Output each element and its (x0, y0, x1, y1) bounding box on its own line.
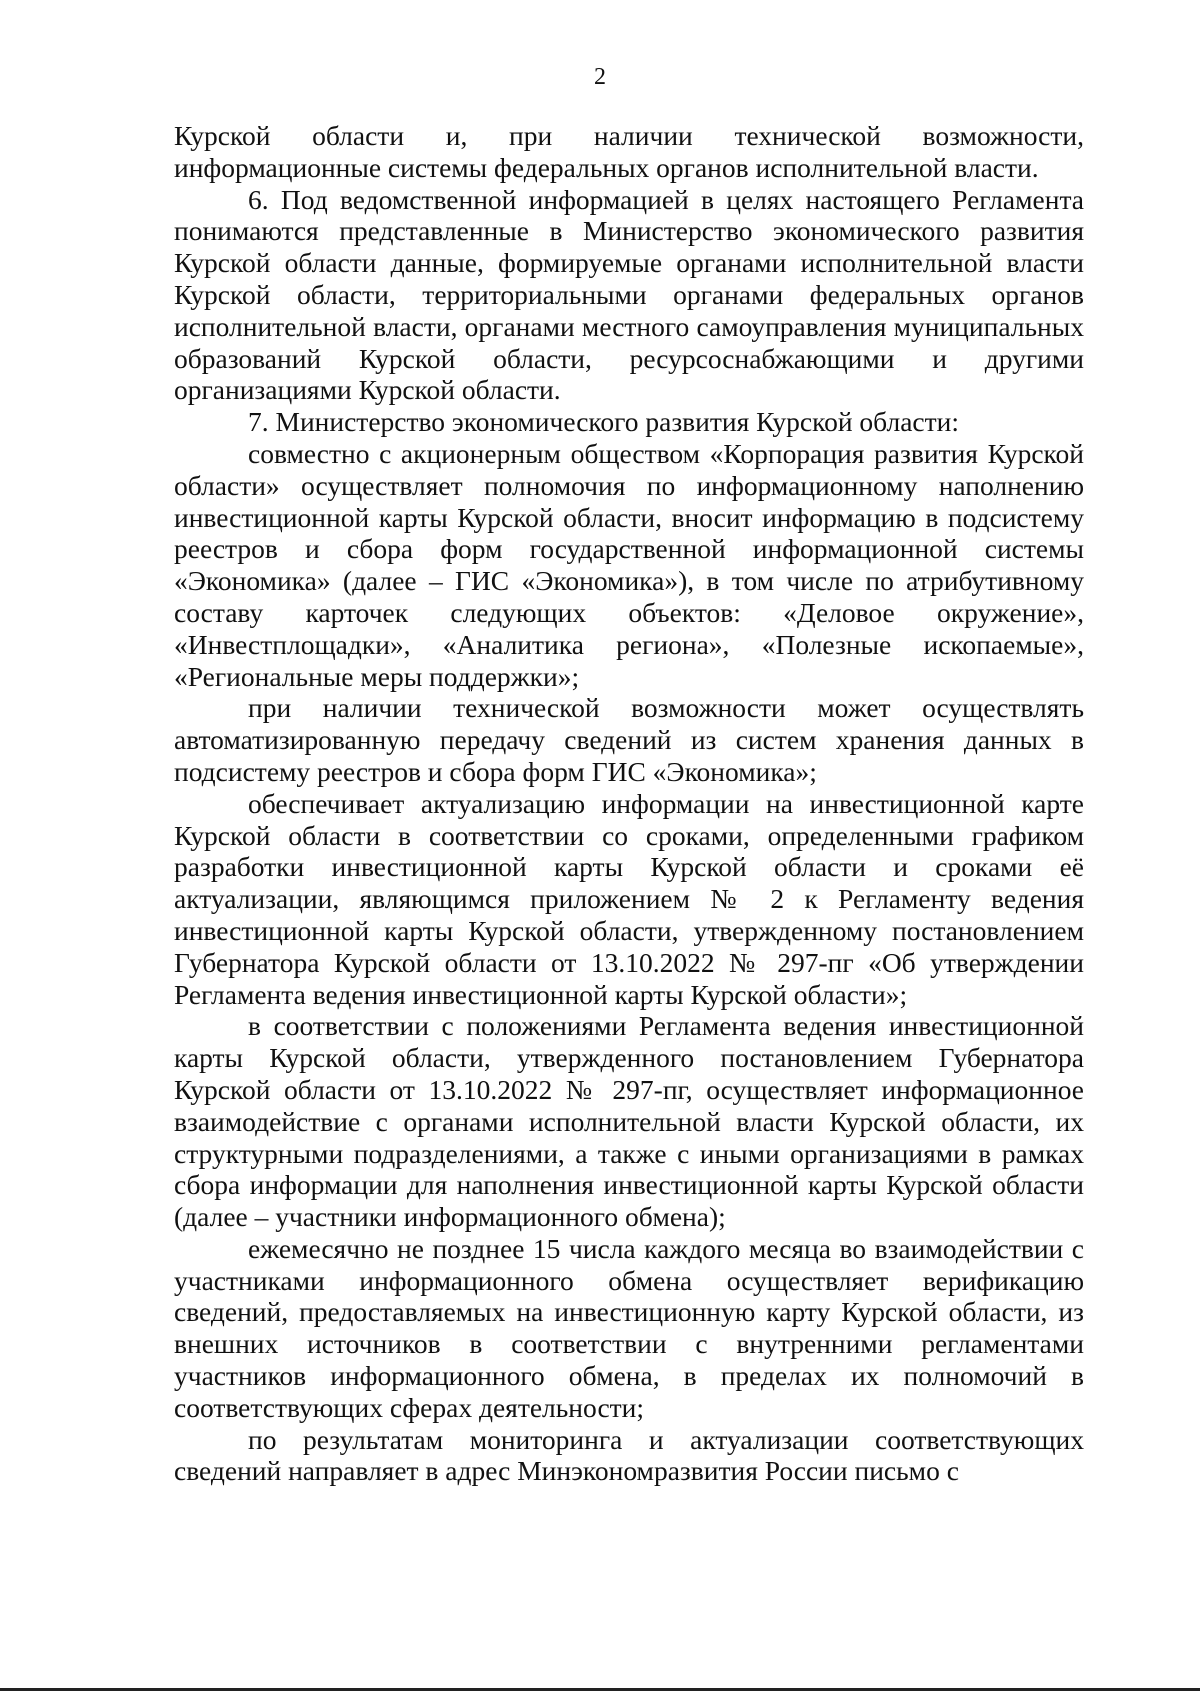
paragraph-subitem: совместно с акционерным обществом «Корпорация развития Курской области» осуществляет полномочия по информационному наполнению инвестиционной карты Курской области, вносит информацию в подсистему реестров и сбора форм государственной информационной системы «Экономика» (далее – ГИС «Экономика»), в том числе по атрибутивному составу карточек следующих объектов: «Деловое окружение», «Инвестплощадки», «Аналитика региона», «Полезные ископаемые», «Региональные меры поддержки»; (174, 437, 1084, 692)
paragraph-subitem: при наличии технической возможности может осуществлять автоматизированную передачу сведений из систем хранения данных в подсистему реестров и сбора форм ГИС «Экономика»; (174, 692, 1084, 787)
paragraph-item-6: 6. Под ведомственной информацией в целях настоящего Регламента понимаются представленные в Министерство экономического развития Курской области данные, формируемые органами исполнительной власти Курской области, территориальными органами федеральных органов исполнительной власти, органами местного самоуправления муниципальных образований Курской области, ресурсоснабжающими и другими организациями Курской области. (174, 183, 1084, 406)
document-body (174, 120, 1084, 1487)
scan-bottom-edge (0, 1688, 1200, 1691)
paragraph-continuation: Курской области и, при наличии технической возможности, информационные системы федеральных органов исполнительной власти. (174, 120, 1084, 183)
page-number: 2 (594, 64, 606, 90)
paragraph-subitem: обеспечивает актуализацию информации на инвестиционной карте Курской области в соответствии со сроками, определенными графиком разработки инвестиционной карты Курской области и сроками её актуализации, являющимся приложением № 2 к Регламенту ведения инвестиционной карты Курской области, утвержденному постановлением Губернатора Курской области от 13.10.2022 № 297-пг «Об утверждении Регламента ведения инвестиционной карты Курской области»; (174, 787, 1084, 1010)
paragraph-subitem: ежемесячно не позднее 15 числа каждого месяца во взаимодействии с участниками информационного обмена осуществляет верификацию сведений, предоставляемых на инвестиционную карту Курской области, из внешних источников в соответствии с внутренними регламентами участников информационного обмена, в пределах их полномочий в соответствующих сферах деятельности; (174, 1232, 1084, 1423)
paragraph-subitem: по результатам мониторинга и актуализации соответствующих сведений направляет в адрес Минэкономразвития России письмо с (174, 1423, 1084, 1487)
paragraph-subitem: в соответствии с положениями Регламента ведения инвестиционной карты Курской области, утвержденного постановлением Губернатора Курской области от 13.10.2022 № 297-пг, осуществляет информационное взаимодействие с органами исполнительной власти Курской области, их структурными подразделениями, а также с иными организациями в рамках сбора информации для наполнения инвестиционной карты Курской области (далее – участники информационного обмена); (174, 1010, 1084, 1233)
paragraph-item-7: 7. Министерство экономического развития Курской области: (248, 406, 959, 438)
